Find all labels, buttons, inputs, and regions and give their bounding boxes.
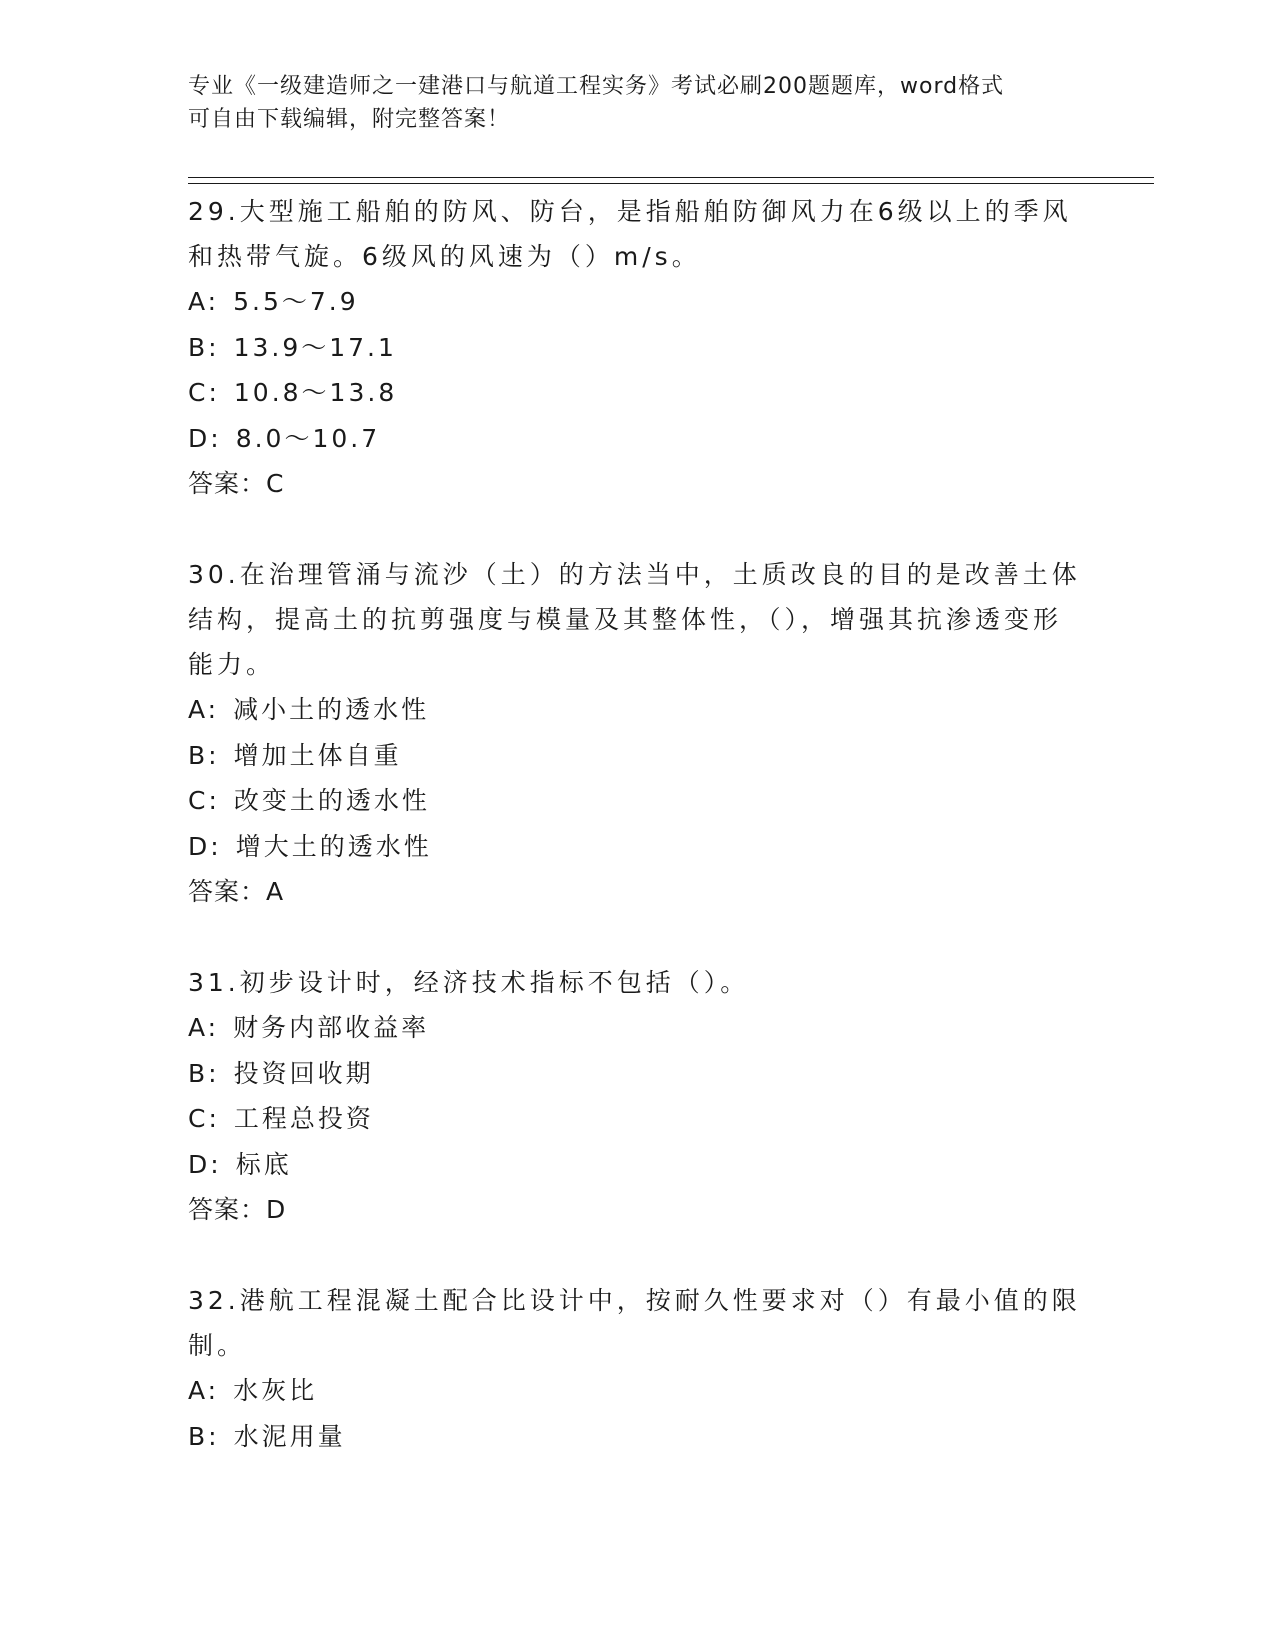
option-letter: A: xyxy=(188,695,220,724)
option-text: 13.9～17.1 xyxy=(233,332,397,362)
option-letter: B: xyxy=(188,332,220,362)
header-divider-top xyxy=(188,177,1154,178)
option-a xyxy=(188,279,1088,325)
question-list xyxy=(188,187,1088,1503)
option-text: 财务内部收益率 xyxy=(233,1013,430,1042)
question-stem: 30.在治理管涌与流沙（土）的方法当中，土质改良的目的是改善土体结构，提高土的抗剪强度与模量及其整体性，（），增强其抗渗透变形能力。 xyxy=(188,560,1081,679)
option-d xyxy=(188,824,1088,870)
header-divider-bottom xyxy=(188,183,1154,184)
question-stem: 29.大型施工船舶的防风、防台，是指船舶防御风力在6级以上的季风和热带气旋。6级风的风速为（）m/s。 xyxy=(188,197,1072,271)
option-text: 水泥用量 xyxy=(233,1421,346,1451)
option-text: 增大土的透水性 xyxy=(235,831,432,861)
option-letter: D: xyxy=(188,423,222,453)
option-letter: A: xyxy=(188,1376,220,1405)
option-letter: D: xyxy=(188,831,222,861)
option-letter: C: xyxy=(188,1104,220,1133)
option-text: 标底 xyxy=(235,1149,292,1179)
option-letter: A: xyxy=(188,1013,220,1042)
option-letter: A: xyxy=(188,287,220,316)
option-a xyxy=(188,1005,1088,1051)
option-letter: C: xyxy=(188,786,220,815)
question-30 xyxy=(188,550,1088,914)
option-c xyxy=(188,778,1088,824)
option-b xyxy=(188,325,1088,371)
option-text: 改变土的透水性 xyxy=(233,786,430,815)
option-text: 增加土体自重 xyxy=(233,740,402,770)
option-letter: B: xyxy=(188,1421,220,1451)
option-text: 8.0～10.7 xyxy=(235,423,381,453)
option-letter: C: xyxy=(188,378,220,407)
option-letter: D: xyxy=(188,1149,222,1179)
option-c xyxy=(188,1096,1088,1142)
question-32 xyxy=(188,1276,1088,1459)
option-d xyxy=(188,416,1088,462)
document-header xyxy=(188,70,1068,136)
option-text: 5.5～7.9 xyxy=(233,287,359,316)
question-29 xyxy=(188,187,1088,506)
question-stem: 32.港航工程混凝土配合比设计中，按耐久性要求对（）有最小值的限制。 xyxy=(188,1286,1081,1360)
answer-label: 答案：C xyxy=(188,469,285,498)
question-stem: 31.初步设计时，经济技术指标不包括（）。 xyxy=(188,968,750,997)
option-text: 10.8～13.8 xyxy=(233,378,398,407)
option-text: 投资回收期 xyxy=(233,1058,374,1088)
option-letter: B: xyxy=(188,740,220,770)
option-b xyxy=(188,1051,1088,1097)
option-letter: B: xyxy=(188,1058,220,1088)
option-text: 工程总投资 xyxy=(233,1104,374,1133)
option-b xyxy=(188,1414,1088,1460)
header-line-2: 可自由下载编辑，附完整答案！ xyxy=(188,107,511,132)
answer-label: 答案：A xyxy=(188,877,285,906)
option-a xyxy=(188,1368,1088,1414)
option-a xyxy=(188,687,1088,733)
option-text: 水灰比 xyxy=(233,1376,318,1405)
question-31 xyxy=(188,958,1088,1232)
option-text: 减小土的透水性 xyxy=(233,695,430,724)
option-c xyxy=(188,370,1088,416)
header-line-1: 专业《一级建造师之一建港口与航道工程实务》考试必刷200题题库，word格式 xyxy=(188,74,1005,99)
option-b xyxy=(188,733,1088,779)
answer-label: 答案：D xyxy=(188,1195,287,1224)
option-d xyxy=(188,1142,1088,1188)
